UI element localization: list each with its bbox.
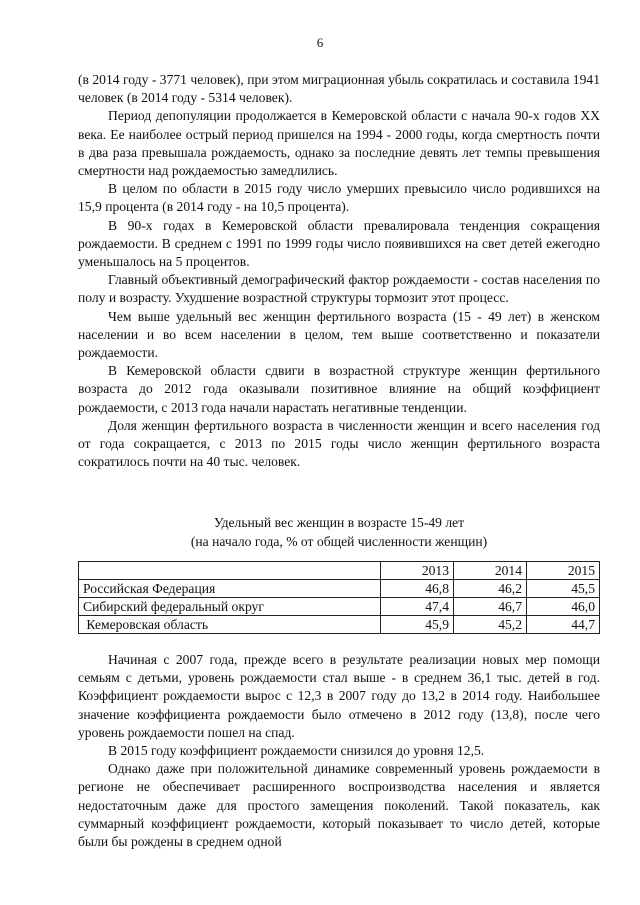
paragraph: (в 2014 году - 3771 человек), при этом миграционная убыль сократилась и составила 1941 человек (в 2014 году - 5314 человек). <box>78 72 600 106</box>
table-caption <box>78 514 600 551</box>
table-header-year: 2015 <box>527 562 600 580</box>
table-row <box>79 580 600 598</box>
table-cell-region: Сибирский федеральный округ <box>79 598 381 616</box>
table-cell-value: 45,2 <box>454 616 527 634</box>
table-header-year: 2013 <box>381 562 454 580</box>
table-cell-region: Кемеровская область <box>79 616 381 634</box>
table-cell-value: 46,2 <box>454 580 527 598</box>
paragraph: В 2015 году коэффициент рождаемости снизился до уровня 12,5. <box>108 743 485 759</box>
page-number: 6 <box>316 35 324 50</box>
paragraph: Главный объективный демографический фактор рождаемости - состав населения по полу и возрасту. Ухудшение возрастной структуры тормозит этот процесс. <box>78 272 600 306</box>
paragraph: Чем выше удельный вес женщин фертильного возраста (15 - 49 лет) в женском населении и во всем населении в целом, тем выше соответственно и показатели рождаемости. <box>78 308 600 361</box>
body-text-top <box>78 71 600 471</box>
table-header-row <box>79 562 600 580</box>
table-cell-value: 47,4 <box>381 598 454 616</box>
fertile-women-table <box>78 561 600 634</box>
paragraph: Доля женщин фертильного возраста в численности женщин и всего населения год от года сокращается, с 2013 по 2015 годы число женщин фертильного возраста сократилось почти на 40 тыс. человек. <box>78 417 600 470</box>
paragraph: Однако даже при положительной динамике современный уровень рождаемости в регионе не обеспечивает расширенного воспроизводства населения и является недостаточным даже для простого замещения поколений. Такой показатель, как суммарный коэффициент рождаемости, который показывает то число детей, которые были бы рождены в среднем одной <box>78 761 600 850</box>
table-cell-region: Российская Федерация <box>79 580 381 598</box>
paragraph: Период депопуляции продолжается в Кемеровской области с начала 90-х годов XX века. Ее наиболее острый период пришелся на 1994 - 2000 годы, когда смертность почти в два раза превышала рождаемость, однако за последние девять лет темпы превышения смертности над рождаемостью замедлились. <box>78 108 600 179</box>
table-header-blank <box>79 562 381 580</box>
table-caption-line: Удельный вес женщин в возрасте 15-49 лет <box>213 515 465 530</box>
table-cell-value: 45,9 <box>381 616 454 634</box>
table-cell-value: 44,7 <box>527 616 600 634</box>
paragraph: Начиная с 2007 года, прежде всего в результате реализации новых мер помощи семьям с детьми, уровень рождаемости стал выше - в среднем 36,1 тыс. детей в год. Коэффициент рождаемости вырос с 12,3 в 2007 году до 13,2 в 2014 году. Наибольшее значение коэффициента рождаемости было отмечено в 2012 году (13,8), после чего уровень рождаемости пошел на спад. <box>78 652 600 740</box>
paragraph: В целом по области в 2015 году число умерших превысило число родившихся на 15,9 процента (в 2014 году - на 10,5 процента). <box>78 181 600 215</box>
paragraph: В 90-х годах в Кемеровской области превалировала тенденция сокращения рождаемости. В среднем с 1991 по 1999 годы число появившихся на свет детей ежегодно уменьшалось на 5 процентов. <box>78 217 600 270</box>
table-cell-value: 46,8 <box>381 580 454 598</box>
table-row <box>79 598 600 616</box>
table-cell-value: 46,0 <box>527 598 600 616</box>
body-text-bottom <box>78 651 600 851</box>
table-caption-line: (на начало года, % от общей численности женщин) <box>190 533 488 549</box>
table-cell-value: 45,5 <box>527 580 600 598</box>
table-row <box>79 616 600 634</box>
paragraph: В Кемеровской области сдвиги в возрастной структуре женщин фертильного возраста до 2012 года оказывали позитивное влияние на общий коэффициент рождаемости, с 2013 года начали нарастать негативные тенденции. <box>78 363 600 415</box>
table-header-year: 2014 <box>454 562 527 580</box>
table-cell-value: 46,7 <box>454 598 527 616</box>
